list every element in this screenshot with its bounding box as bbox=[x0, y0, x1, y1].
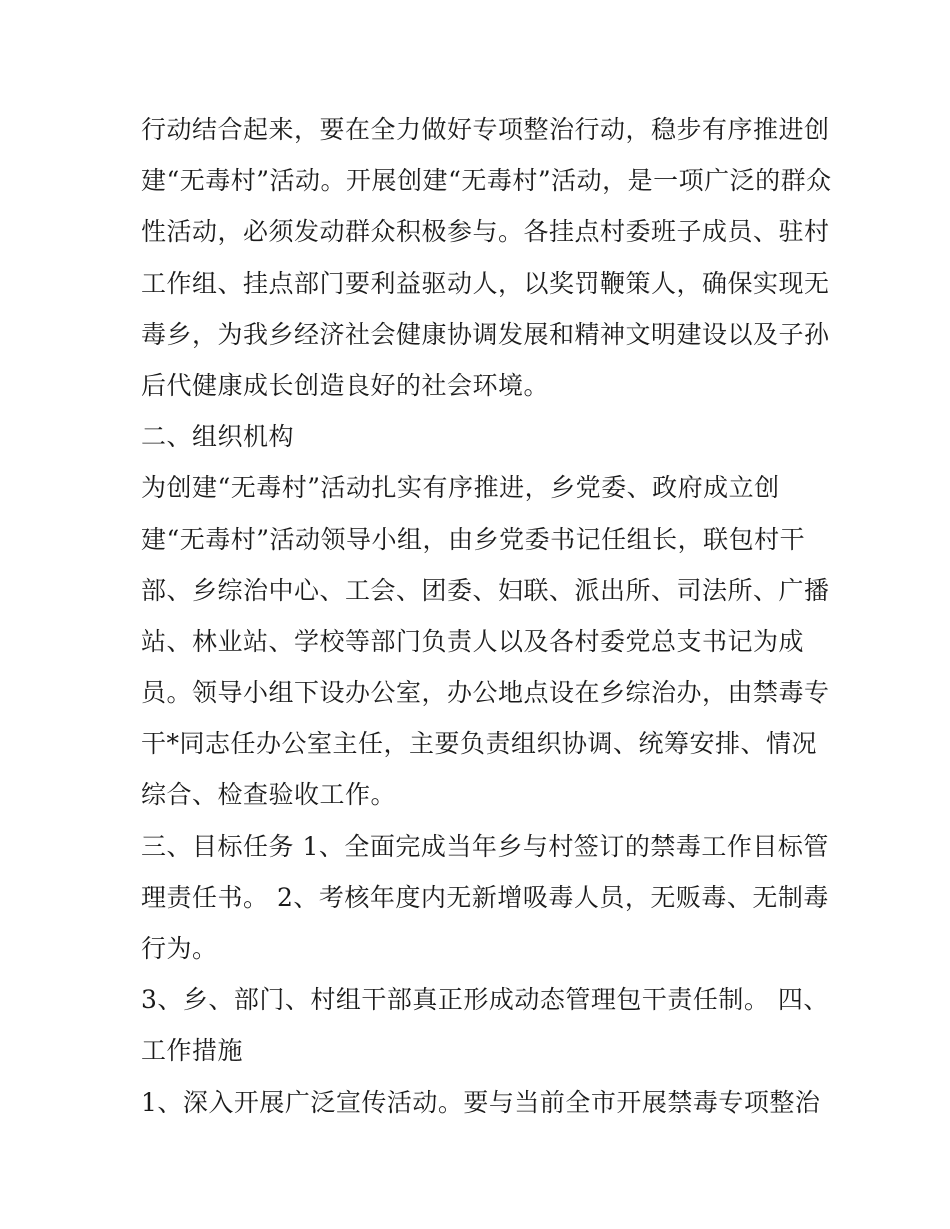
text-line: 行动结合起来，要在全力做好专项整治行动，稳步有序推进创 bbox=[141, 115, 830, 144]
text-line: 三、目标任务 1、全面完成当年乡与村签订的禁毒工作目标管 bbox=[141, 831, 829, 861]
text-line: 站、林业站、学校等部门负责人以及各村委党总支书记为成 bbox=[141, 626, 805, 656]
document-body bbox=[141, 104, 832, 1128]
text-line: 员。领导小组下设办公室，办公地点设在乡综治办，由禁毒专 bbox=[141, 678, 830, 708]
text-line: 理责任书。 2、考核年度内无新增吸毒人员，无贩毒、无制毒 bbox=[141, 882, 829, 912]
text-line: 3、乡、部门、村组干部真正形成动态管理包干责任制。 四、 bbox=[141, 985, 829, 1015]
section-heading: 二、组织机构 bbox=[141, 422, 295, 452]
text-line: 综合、检查验收工作。 bbox=[141, 780, 397, 810]
text-line: 建“无毒村”活动领导小组，由乡党委书记任组长，联包村干 bbox=[141, 524, 806, 554]
text-line: 干*同志任办公室主任，主要负责组织协调、统筹安排、情况 bbox=[141, 729, 818, 759]
text-line: 工作组、挂点部门要利益驱动人，以奖罚鞭策人，确保实现无 bbox=[141, 268, 830, 298]
text-line: 行为。 bbox=[141, 934, 218, 963]
text-line: 为创建“无毒村”活动扎实有序推进，乡党委、政府成立创 bbox=[141, 473, 780, 503]
text-line: 后代健康成长创造良好的社会环境。 bbox=[141, 370, 550, 400]
text-line: 毒乡，为我乡经济社会健康协调发展和精神文明建设以及子孙 bbox=[141, 319, 830, 349]
text-line: 部、乡综治中心、工会、团委、妇联、派出所、司法所、广播 bbox=[141, 575, 830, 605]
text-line: 建“无毒村”活动。开展创建“无毒村”活动，是一项广泛的群众 bbox=[141, 166, 832, 196]
section-heading: 工作措施 bbox=[141, 1036, 244, 1066]
text-line: 1、深入开展广泛宣传活动。要与当前全市开展禁毒专项整治 bbox=[141, 1087, 821, 1117]
text-line: 性活动，必须发动群众积极参与。各挂点村委班子成员、驻村 bbox=[141, 217, 830, 247]
